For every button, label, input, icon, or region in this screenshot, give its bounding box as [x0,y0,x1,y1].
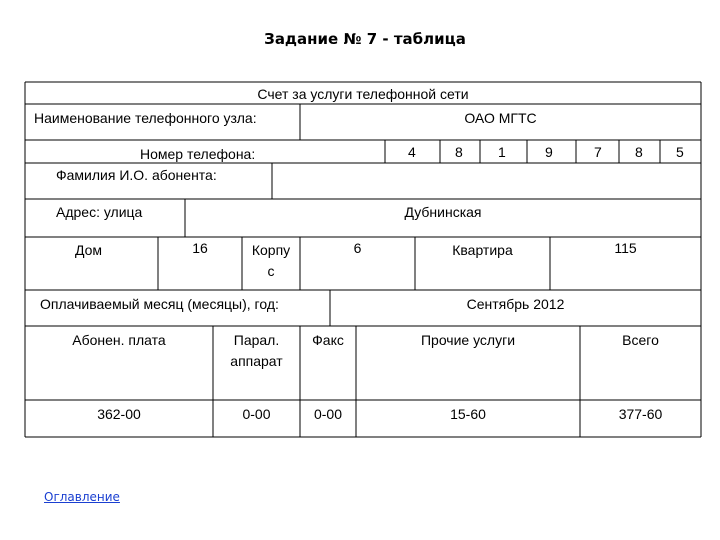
amount-parallel: 0-00 [242,406,271,422]
street-label: Адрес: улица [56,204,143,220]
phone-label: Номер телефона: [140,146,256,162]
house-label: Дом [75,242,103,258]
phone-digit: 8 [455,144,463,160]
col-parallel: Парал. [233,332,280,348]
phone-digit: 4 [408,144,416,160]
subscriber-label: Фамилия И.О. абонента: [56,167,217,183]
phone-digit: 5 [676,144,684,160]
contents-link[interactable]: Оглавление [44,490,120,504]
phone-digit: 7 [594,144,602,160]
col-other: Прочие услуги [420,332,516,348]
apartment-label: Квартира [452,242,513,258]
node-value: ОАО МГТС [464,110,537,126]
house-value: 16 [192,240,208,256]
amount-fax: 0-00 [313,406,343,422]
building-label-cont: с [267,263,275,279]
page-title: Задание № 7 - таблица [264,30,466,48]
form-header: Счет за услуги телефонной сети [257,86,469,102]
col-parallel-cont: аппарат [230,353,283,369]
col-fax: Факс [312,332,344,348]
building-value: 6 [353,240,362,256]
amount-other: 15-60 [450,406,486,422]
amount-subscription: 362-00 [97,406,141,422]
street-value: Дубнинская [404,204,482,220]
phone-digit: 8 [635,144,643,160]
node-label: Наименование телефонного узла: [34,110,257,126]
apartment-value: 115 [614,240,637,256]
amount-total: 377-60 [618,406,663,422]
phone-digit: 1 [498,144,506,160]
col-total: Всего [622,332,659,348]
building-label: Корпу [251,242,291,258]
month-label: Оплачиваемый месяц (месяцы), год: [40,296,279,312]
phone-digit: 9 [545,144,553,160]
month-value: Сентябрь 2012 [466,296,565,312]
col-subscription: Абонен. плата [72,332,166,348]
